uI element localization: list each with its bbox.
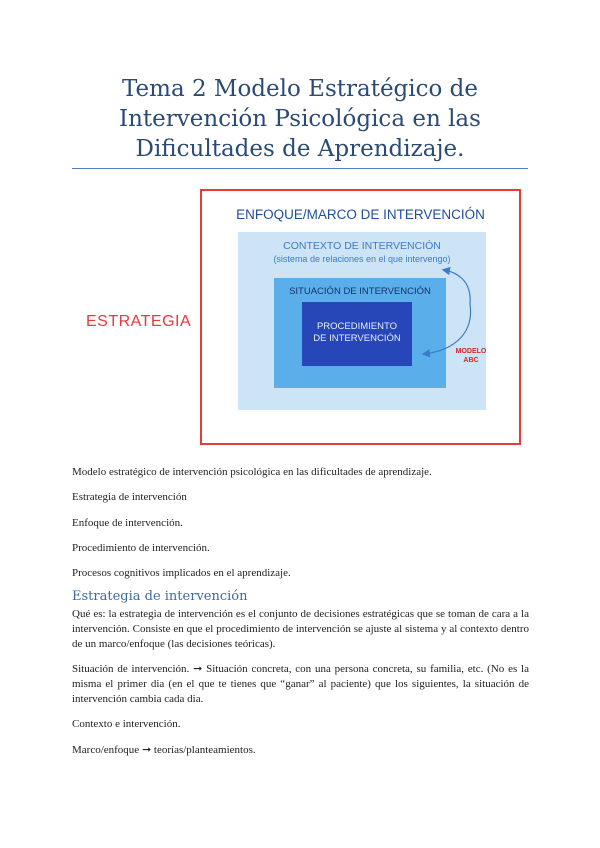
list-item: Enfoque de intervención. (72, 517, 183, 529)
paragraph-context: Contexto e intervención. (72, 718, 181, 730)
list-item: Estrategia de intervención (72, 491, 187, 503)
modelo-line: ABC (463, 357, 479, 364)
strategy-diagram (72, 182, 528, 450)
list-item: Procedimiento de intervención. (72, 542, 210, 554)
list-item: Procesos cognitivos implicados en el aprendizaje. (72, 567, 291, 579)
contexto-label: CONTEXTO DE INTERVENCIÓN (283, 240, 441, 252)
title-line: Intervención Psicológica en las (119, 106, 481, 132)
title-line: Dificultades de Aprendizaje. (135, 136, 465, 162)
contexto-sublabel: (sistema de relaciones en el que intervengo) (273, 254, 451, 264)
page-title (72, 74, 528, 164)
title-divider (72, 168, 528, 169)
cycle-arrows (72, 182, 528, 450)
procedimiento-line: PROCEDIMIENTO (316, 321, 398, 332)
procedimiento-line: DE INTERVENCIÓN (313, 333, 401, 344)
arrow-to-contexto (444, 270, 470, 304)
situacion-label: SITUACIÓN DE INTERVENCIÓN (289, 286, 431, 297)
paragraph-situation: Situación de intervención. ➞ Situación concreta, con una persona concreta, su familia, etc. (No es la misma el primer dia (en el que te tienes que “ganar” al paciente) que los siguientes, la situación de intervención cambia cada dia. (72, 663, 529, 705)
modelo-abc-label (446, 347, 496, 365)
section-heading: Estrategia de intervención (72, 589, 248, 604)
paragraph-strategy: Qué es: la estrategia de intervención es el conjunto de decisiones estratégicas que se toman de cara a la intervención. Consiste en que el procedimiento de intervención se ajuste al sistema y al contexto dentro de un marco/enfoque (las decisiones teóricas). (72, 608, 529, 650)
diagram-caption: Modelo estratégico de intervención psicológica en las dificultades de aprendizaje. (72, 466, 432, 478)
modelo-line: MODELO (455, 348, 487, 355)
title-line: Tema 2 Modelo Estratégico de (121, 76, 479, 102)
enfoque-label: ENFOQUE/MARCO DE INTERVENCIÓN (236, 207, 485, 222)
strategy-label: ESTRATEGIA (86, 313, 192, 330)
paragraph-framework: Marco/enfoque ➞ teorías/planteamientos. (72, 744, 256, 756)
